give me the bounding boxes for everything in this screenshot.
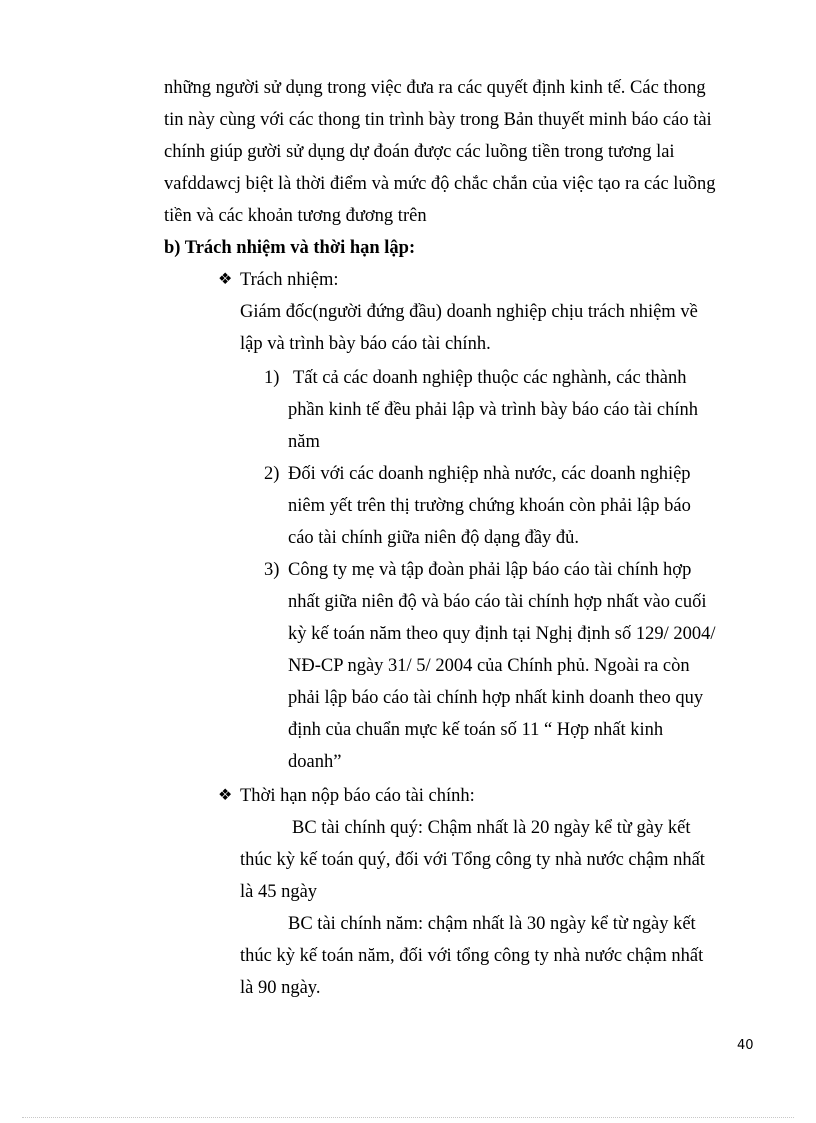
list-item-line: Công ty mẹ và tập đoàn phải lập báo cáo tài chính hợp — [288, 560, 692, 580]
deadline-annual-line: BC tài chính năm: chậm nhất là 30 ngày kể từ ngày kết — [288, 914, 696, 934]
list-item-line: cáo tài chính giữa niên độ dạng đầy đủ. — [288, 528, 580, 548]
diamond-bullet-icon: ❖ — [218, 271, 233, 288]
list-item-line: Đối với các doanh nghiệp nhà nước, các doanh nghiệp — [288, 464, 691, 484]
list-item-line: kỳ kế toán năm theo quy định tại Nghị định số 129/ 2004/ — [288, 624, 716, 644]
responsibility-title: Trách nhiệm: — [240, 270, 339, 290]
list-item-line: định của chuẩn mực kế toán số 11 “ Hợp nhất kinh — [288, 720, 664, 740]
intro-line: những người sử dụng trong việc đưa ra các quyết định kinh tế. Các thong — [164, 78, 706, 98]
list-item-line: nhất giữa niên độ và báo cáo tài chính hợp nhất vào cuối — [288, 592, 707, 612]
deadline-annual-line: là 90 ngày. — [240, 978, 321, 998]
deadline-quarterly-line: là 45 ngày — [240, 882, 318, 902]
deadline-title: Thời hạn nộp báo cáo tài chính: — [240, 786, 475, 806]
page-number: 40 — [737, 1038, 754, 1053]
responsibility-text: lập và trình bày báo cáo tài chính. — [240, 334, 491, 354]
intro-line: tin này cùng với các thong tin trình bày trong Bản thuyết minh báo cáo tài — [164, 110, 712, 130]
deadline-quarterly-line: BC tài chính quý: Chậm nhất là 20 ngày kể từ gày kết — [292, 818, 691, 838]
list-item-number: 3) — [264, 560, 280, 580]
list-item-line: NĐ-CP ngày 31/ 5/ 2004 của Chính phủ. Ngoài ra còn — [288, 656, 690, 676]
intro-line: chính giúp gười sử dụng dự đoán được các luồng tiền trong tương lai — [164, 142, 675, 162]
intro-line: tiền và các khoản tương đương trên — [164, 206, 427, 226]
list-item-line: Tất cả các doanh nghiệp thuộc các nghành, các thành — [293, 368, 687, 388]
section-heading: b) Trách nhiệm và thời hạn lập: — [164, 238, 416, 258]
deadline-quarterly-line: thúc kỳ kế toán quý, đối với Tổng công ty nhà nước chậm nhất — [240, 850, 705, 870]
diamond-bullet-icon: ❖ — [218, 787, 233, 804]
responsibility-text: Giám đốc(người đứng đầu) doanh nghiệp chịu trách nhiệm về — [240, 302, 698, 322]
list-item-number: 1) — [264, 368, 280, 388]
list-item-line: phải lập báo cáo tài chính hợp nhất kinh doanh theo quy — [288, 688, 704, 708]
list-item-number: 2) — [264, 464, 280, 484]
footer-divider — [22, 1117, 794, 1118]
list-item-line: năm — [288, 432, 320, 452]
list-item-line: doanh” — [288, 752, 342, 772]
list-item-line: phần kinh tế đều phải lập và trình bày báo cáo tài chính — [288, 400, 698, 420]
list-item-line: niêm yết trên thị trường chứng khoán còn phải lập báo — [288, 496, 691, 516]
deadline-annual-line: thúc kỳ kế toán năm, đối với tổng công ty nhà nước chậm nhất — [240, 946, 704, 966]
intro-line: vafddawcj biệt là thời điểm và mức độ chắc chắn của việc tạo ra các luồng — [164, 174, 716, 194]
